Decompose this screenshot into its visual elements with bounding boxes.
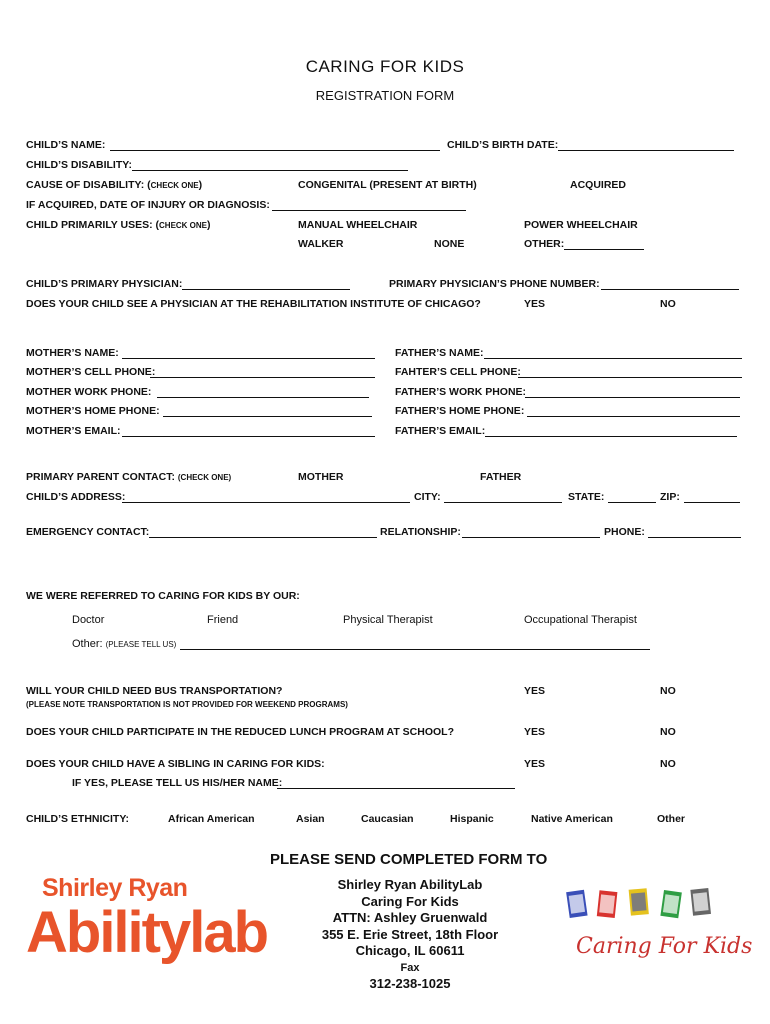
bus-note: (PLEASE NOTE TRANSPORTATION IS NOT PROVIDED FOR WEEKEND PROGRAMS): [26, 700, 348, 709]
father-cell-label: FAHTER’S CELL PHONE:: [395, 366, 521, 378]
city-label: CITY:: [414, 491, 441, 503]
emergency-phone-label: PHONE:: [604, 526, 645, 538]
father-work-label: FATHER’S WORK PHONE:: [395, 386, 527, 398]
father-home-label: FATHER’S HOME PHONE:: [395, 405, 525, 417]
father-email-label: FATHER’S EMAIL:: [395, 425, 486, 437]
father-name-label: FATHER’S NAME:: [395, 347, 484, 359]
mother-cell-label: MOTHER’S CELL PHONE:: [26, 366, 156, 378]
sibling-yes-option[interactable]: YES: [524, 758, 546, 770]
fax-number: 312-238-1025: [369, 976, 451, 991]
cause-label: CAUSE OF DISABILITY: (CHECK ONE): [26, 179, 203, 191]
uses-label: CHILD PRIMARILY USES: (CHECK ONE): [26, 219, 211, 231]
ethnicity-option[interactable]: Asian: [296, 813, 325, 825]
emergency-phone-field[interactable]: [648, 537, 741, 538]
father-email-field[interactable]: [485, 436, 737, 437]
mother-work-label: MOTHER WORK PHONE:: [26, 386, 152, 398]
address-field[interactable]: [122, 502, 410, 503]
child-disability-field[interactable]: [132, 170, 408, 171]
relationship-label: RELATIONSHIP:: [380, 526, 461, 538]
ethnicity-option[interactable]: African American: [168, 813, 255, 825]
ric-question: DOES YOUR CHILD SEE A PHYSICIAN AT THE REHABILITATION INSTITUTE OF CHICAGO?: [26, 298, 481, 310]
sralab-logo-top: Shirley Ryan: [42, 874, 188, 902]
form-subtitle: REGISTRATION FORM: [315, 88, 455, 103]
sibling-question: DOES YOUR CHILD HAVE A SIBLING IN CARING FOR KIDS:: [26, 758, 325, 770]
mother-home-label: MOTHER’S HOME PHONE:: [26, 405, 160, 417]
zip-label: ZIP:: [660, 491, 680, 503]
uses-other-option[interactable]: OTHER:: [524, 238, 565, 250]
ethnicity-option[interactable]: Hispanic: [450, 813, 494, 825]
physician-phone-field[interactable]: [601, 289, 739, 290]
lunch-no-option[interactable]: NO: [660, 726, 676, 738]
ethnicity-option[interactable]: Other: [657, 813, 686, 825]
send-heading: PLEASE SEND COMPLETED FORM TO: [270, 851, 548, 868]
referral-ot-option[interactable]: Occupational Therapist: [524, 614, 637, 626]
address-label: CHILD’S ADDRESS:: [26, 491, 126, 503]
relationship-field[interactable]: [462, 537, 600, 538]
address-line: 355 E. Erie Street, 18th Floor: [321, 926, 499, 942]
referral-other-label: Other: (PLEASE TELL US): [72, 638, 177, 650]
father-name-field[interactable]: [484, 358, 742, 359]
father-home-field[interactable]: [527, 416, 740, 417]
lunch-question: DOES YOUR CHILD PARTICIPATE IN THE REDUCED LUNCH PROGRAM AT SCHOOL?: [26, 726, 454, 738]
ethnicity-option[interactable]: Caucasian: [361, 813, 414, 825]
fax-label: Fax: [400, 961, 420, 974]
lunch-yes-option[interactable]: YES: [524, 726, 546, 738]
mother-email-field[interactable]: [122, 436, 375, 437]
emergency-label: EMERGENCY CONTACT:: [26, 526, 150, 538]
hand-prints-icon: [566, 885, 716, 925]
child-name-label: CHILD’S NAME:: [26, 139, 106, 151]
state-label: STATE:: [568, 491, 605, 503]
mother-home-field[interactable]: [163, 416, 372, 417]
emergency-field[interactable]: [149, 537, 377, 538]
referral-doctor-option[interactable]: Doctor: [72, 614, 105, 626]
state-field[interactable]: [608, 502, 656, 503]
ethnicity-option[interactable]: Native American: [531, 813, 613, 825]
mother-cell-field[interactable]: [150, 377, 375, 378]
referral-friend-option[interactable]: Friend: [207, 614, 239, 626]
cfk-logo-text: Caring For Kids: [576, 934, 753, 959]
bus-no-option[interactable]: NO: [660, 685, 676, 697]
sralab-logo-bottom: Abilitylab: [26, 900, 268, 965]
sibling-name-label: IF YES, PLEASE TELL US HIS/HER NAME:: [72, 777, 283, 789]
bus-question: WILL YOUR CHILD NEED BUS TRANSPORTATION?: [26, 685, 283, 697]
form-title: CARING FOR KIDS: [305, 57, 465, 76]
zip-field[interactable]: [684, 502, 740, 503]
child-name-field[interactable]: [110, 150, 440, 151]
child-birth-field[interactable]: [558, 150, 734, 151]
acquired-date-field[interactable]: [272, 210, 466, 211]
address-line: Chicago, IL 60611: [355, 943, 465, 958]
ethnicity-label: CHILD’S ETHNICITY:: [26, 813, 130, 825]
primary-mother-option[interactable]: MOTHER: [298, 471, 344, 483]
physician-phone-label: PRIMARY PHYSICIAN’S PHONE NUMBER:: [389, 278, 600, 290]
primary-father-option[interactable]: FATHER: [480, 471, 522, 483]
acquired-date-label: IF ACQUIRED, DATE OF INJURY OR DIAGNOSIS:: [26, 199, 270, 211]
mother-name-label: MOTHER’S NAME:: [26, 347, 119, 359]
cause-congenital-option[interactable]: CONGENITAL (PRESENT AT BIRTH): [298, 179, 477, 191]
cfk-hands-logo: [566, 885, 716, 925]
mailing-address: [300, 877, 520, 993]
uses-manual-option[interactable]: MANUAL WHEELCHAIR: [298, 219, 418, 231]
child-birth-label: CHILD’S BIRTH DATE:: [447, 139, 559, 151]
physician-label: CHILD’S PRIMARY PHYSICIAN:: [26, 278, 183, 290]
primary-contact-label: PRIMARY PARENT CONTACT: (CHECK ONE): [26, 471, 232, 483]
child-disability-label: CHILD’S DISABILITY:: [26, 159, 132, 171]
sibling-no-option[interactable]: NO: [660, 758, 676, 770]
uses-walker-option[interactable]: WALKER: [298, 238, 344, 250]
father-work-field[interactable]: [525, 397, 740, 398]
uses-power-option[interactable]: POWER WHEELCHAIR: [524, 219, 638, 231]
city-field[interactable]: [444, 502, 562, 503]
bus-yes-option[interactable]: YES: [524, 685, 546, 697]
address-line: Shirley Ryan AbilityLab: [337, 877, 483, 892]
ric-yes-option[interactable]: YES: [524, 298, 546, 310]
uses-none-option[interactable]: NONE: [434, 238, 465, 250]
mother-work-field[interactable]: [157, 397, 369, 398]
referral-pt-option[interactable]: Physical Therapist: [343, 614, 433, 626]
physician-field[interactable]: [182, 289, 350, 290]
father-cell-field[interactable]: [518, 377, 742, 378]
uses-other-field[interactable]: [564, 249, 644, 250]
referral-other-field[interactable]: [180, 649, 650, 650]
mother-email-label: MOTHER’S EMAIL:: [26, 425, 121, 437]
address-line: ATTN: Ashley Gruenwald: [332, 910, 488, 925]
ric-no-option[interactable]: NO: [660, 298, 676, 310]
address-line: Caring For Kids: [361, 893, 459, 909]
cause-acquired-option[interactable]: ACQUIRED: [570, 179, 627, 191]
referral-question: WE WERE REFERRED TO CARING FOR KIDS BY OUR:: [26, 590, 300, 602]
sibling-name-field[interactable]: [277, 788, 515, 789]
mother-name-field[interactable]: [122, 358, 375, 359]
